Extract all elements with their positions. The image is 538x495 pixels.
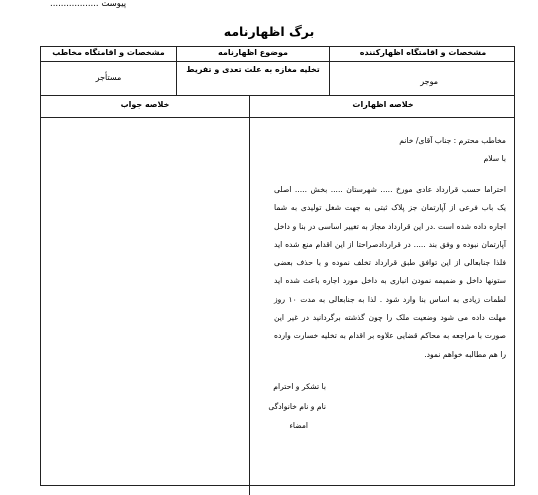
statement-paragraph: احتراما حسب قرارداد عادی مورخ ..... شهرستان ..... بخش ..... اصلی یک باب فرعی از آپارتمان جز پلاک ثبتی به جهت شغل تولیدی به شما اجاره داده شده است .در این قرارداد مجاز به تغییر اساسی در بنا و داخل آپارتمان نبوده و وفق بند ..... در قراردادصراحتا از این اقدام منع شده اید فلذا جنابعالی از این توافق طبق قرارداد تخلف نموده و با حذف بعضی ستونها داخل و ضمیمه نمودن انباری به داخل مورد اجاره باعث شده اید لطمات زیادی به اساس بنا وارد شود . لذا به جنابعالی به مدت ۱۰ روز مهلت داده می شود وضعیت ملک را چون گذشته برگردانید در غیر این صورت با مراجعه به محاکم قضایی علاوه بر اقدام به تخلیه خسارت وارده را هم مطالبه خواهم نمود. — [274, 185, 506, 359]
declaration-form — [40, 46, 515, 486]
body-column-divider — [249, 95, 250, 495]
values-divider — [41, 95, 514, 96]
header-subject: موضوع اظهارنامه — [218, 48, 288, 57]
header-applicant-info: مشخصات و اقامتگاه اظهارکننده — [359, 48, 487, 57]
attachment-label: پیوست .................. — [50, 0, 127, 9]
name-line: نام و نام خانوادگی — [268, 401, 326, 411]
applicant-value: موجر — [420, 77, 438, 86]
greeting: با سلام — [483, 154, 506, 163]
closing-block — [268, 377, 326, 436]
closing-line: با تشکر و احترام — [273, 382, 326, 391]
header-recipient-info: مشخصات و اقامتگاه مخاطب — [52, 48, 165, 57]
recipient-value: مستأجر — [95, 73, 122, 82]
subject-value: تخلیه مغازه به علت تعدی و تفریط — [186, 65, 320, 74]
section-divider — [41, 117, 514, 118]
reply-section-label: خلاصه جواب — [120, 100, 170, 109]
statements-section-label: خلاصه اظهارات — [352, 100, 414, 109]
statement-body — [274, 181, 506, 364]
signature-line: امضاء — [289, 421, 308, 430]
salutation: مخاطب محترم : جناب آقای/ خانم — [399, 136, 506, 145]
form-title: برگ اظهارنامه — [223, 24, 315, 39]
header-divider — [41, 61, 514, 62]
